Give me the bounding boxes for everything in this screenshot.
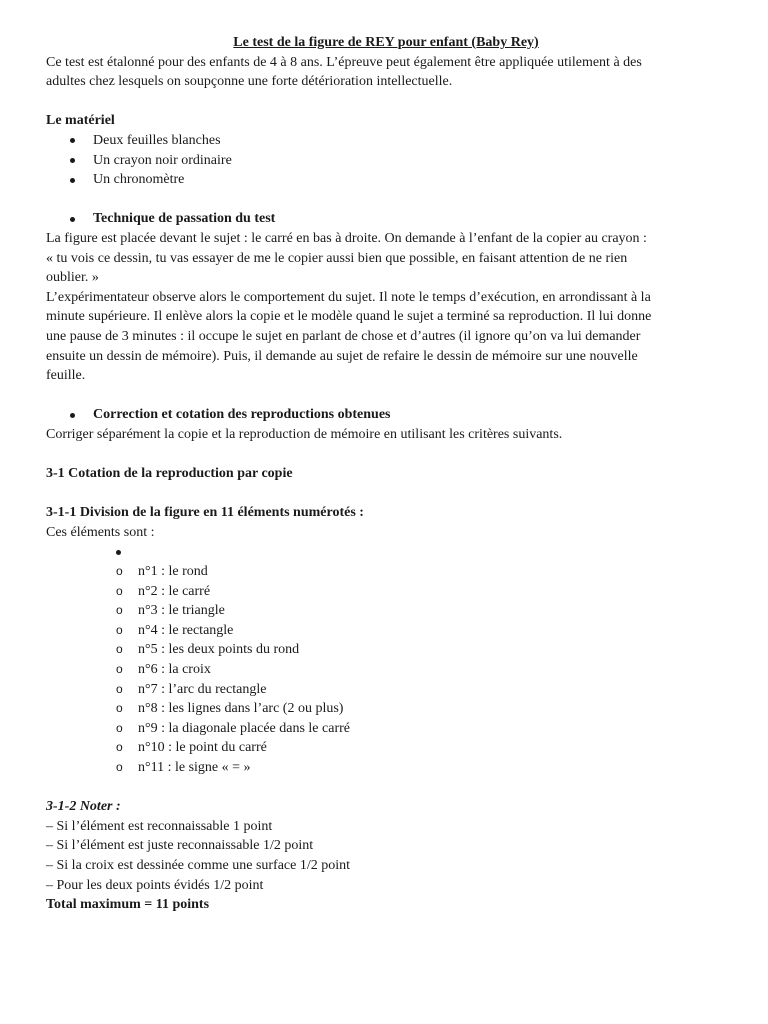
circle-bullet-icon: o	[116, 662, 123, 676]
elements-intro: Ces éléments sont :	[46, 524, 155, 540]
circle-bullet-icon: o	[116, 642, 123, 657]
circle-bullet-icon: o	[116, 720, 123, 735]
bullet-icon	[70, 178, 75, 183]
technique-line: feuille.	[46, 368, 86, 384]
scoring-line: – Si l’élément est reconnaissable 1 point	[46, 818, 273, 834]
technique-line: une pause de 3 minutes : il occupe le sujet en parlant de chose et d’autres (il ignore qu’on va lui demander	[46, 328, 641, 344]
scoring-line: – Si la croix est dessinée comme une surface 1/2 point	[46, 857, 351, 873]
section-3-1-heading: 3-1 Cotation de la reproduction par copie	[46, 466, 293, 482]
circle-bullet-icon: o	[116, 740, 123, 755]
list-item: o n°7 : l’arc du rectangle	[46, 680, 726, 700]
technique-line: oublier. »	[46, 270, 99, 286]
technique-line: minute supérieure. Il enlève alors la copie et le modèle quand le sujet a terminé sa reproduction. Il lui donne	[46, 309, 652, 325]
bullet-icon	[70, 217, 75, 222]
list-item: o n°4 : le rectangle	[46, 621, 726, 641]
bullet-icon	[70, 413, 75, 418]
technique-line: La figure est placée devant le sujet : le carré en bas à droite. On demande à l’enfant de la copier au crayon :	[46, 230, 647, 246]
total-line: Total maximum = 11 points	[46, 897, 210, 913]
circle-bullet-icon: o	[116, 603, 123, 618]
circle-bullet-icon: o	[116, 701, 123, 716]
intro-line: adultes chez lesquels on soupçonne une forte détérioration intellectuelle.	[46, 74, 453, 90]
section-3-1-1-heading: 3-1-1 Division de la figure en 11 éléments numérotés :	[46, 505, 364, 521]
technique-line: « tu vois ce dessin, tu vas essayer de me le copier aussi bien que possible, en faisant attention de ne rien	[46, 250, 628, 266]
bullet-icon	[116, 550, 121, 555]
circle-bullet-icon: o	[116, 681, 123, 696]
list-item: Deux feuilles blanches	[46, 131, 726, 151]
circle-bullet-icon: o	[116, 759, 123, 774]
technique-heading: Technique de passation du test	[46, 209, 726, 229]
materiel-heading: Le matériel	[46, 113, 115, 129]
elements-list	[46, 562, 726, 778]
list-item: o n°10 : le point du carré	[46, 738, 726, 758]
list-item: o n°3 : le triangle	[46, 601, 726, 621]
document-body	[46, 33, 726, 915]
scoring-line: – Pour les deux points évidés 1/2 point	[46, 877, 264, 893]
circle-bullet-icon: o	[116, 564, 123, 579]
list-item: o n°5 : les deux points du rond	[46, 640, 726, 660]
list-item: o n°8 : les lignes dans l’arc (2 ou plus)	[46, 699, 726, 719]
technique-line: ensuite un dessin de mémoire). Puis, il demande au sujet de refaire le dessin de mémoire sur une nouvelle	[46, 348, 638, 364]
scoring-line: – Si l’élément est juste reconnaissable 1/2 point	[46, 838, 314, 854]
list-item: o n°1 : le rond	[46, 562, 726, 582]
empty-list-item	[46, 542, 726, 562]
section-3-1-2-heading: 3-1-2 Noter :	[46, 799, 121, 815]
circle-bullet-icon: o	[116, 583, 123, 598]
bullet-icon	[70, 138, 75, 143]
technique-line: L’expérimentateur observe alors le comportement du sujet. Il note le temps d’exécution, en arrondissant à la	[46, 289, 651, 305]
bullet-icon	[70, 158, 75, 163]
list-item: o n°2 : le carré	[46, 582, 726, 602]
list-item: Un crayon noir ordinaire	[46, 151, 726, 171]
list-item: o n°9 : la diagonale placée dans le carré	[46, 719, 726, 739]
correction-line: Corriger séparément la copie et la reproduction de mémoire en utilisant les critères suivants.	[46, 426, 563, 442]
circle-bullet-icon: o	[116, 622, 123, 637]
materiel-list	[46, 131, 726, 190]
intro-line: Ce test est étalonné pour des enfants de 4 à 8 ans. L’épreuve peut également être appliquée utilement à des	[46, 54, 642, 70]
list-item: Un chronomètre	[46, 170, 726, 190]
list-item: o n°6 : la croix	[46, 660, 726, 680]
list-item: o n°11 : le signe « = »	[46, 758, 726, 778]
correction-heading: Correction et cotation des reproductions obtenues	[46, 405, 726, 425]
document-title: Le test de la figure de REY pour enfant (Baby Rey)	[233, 35, 539, 50]
